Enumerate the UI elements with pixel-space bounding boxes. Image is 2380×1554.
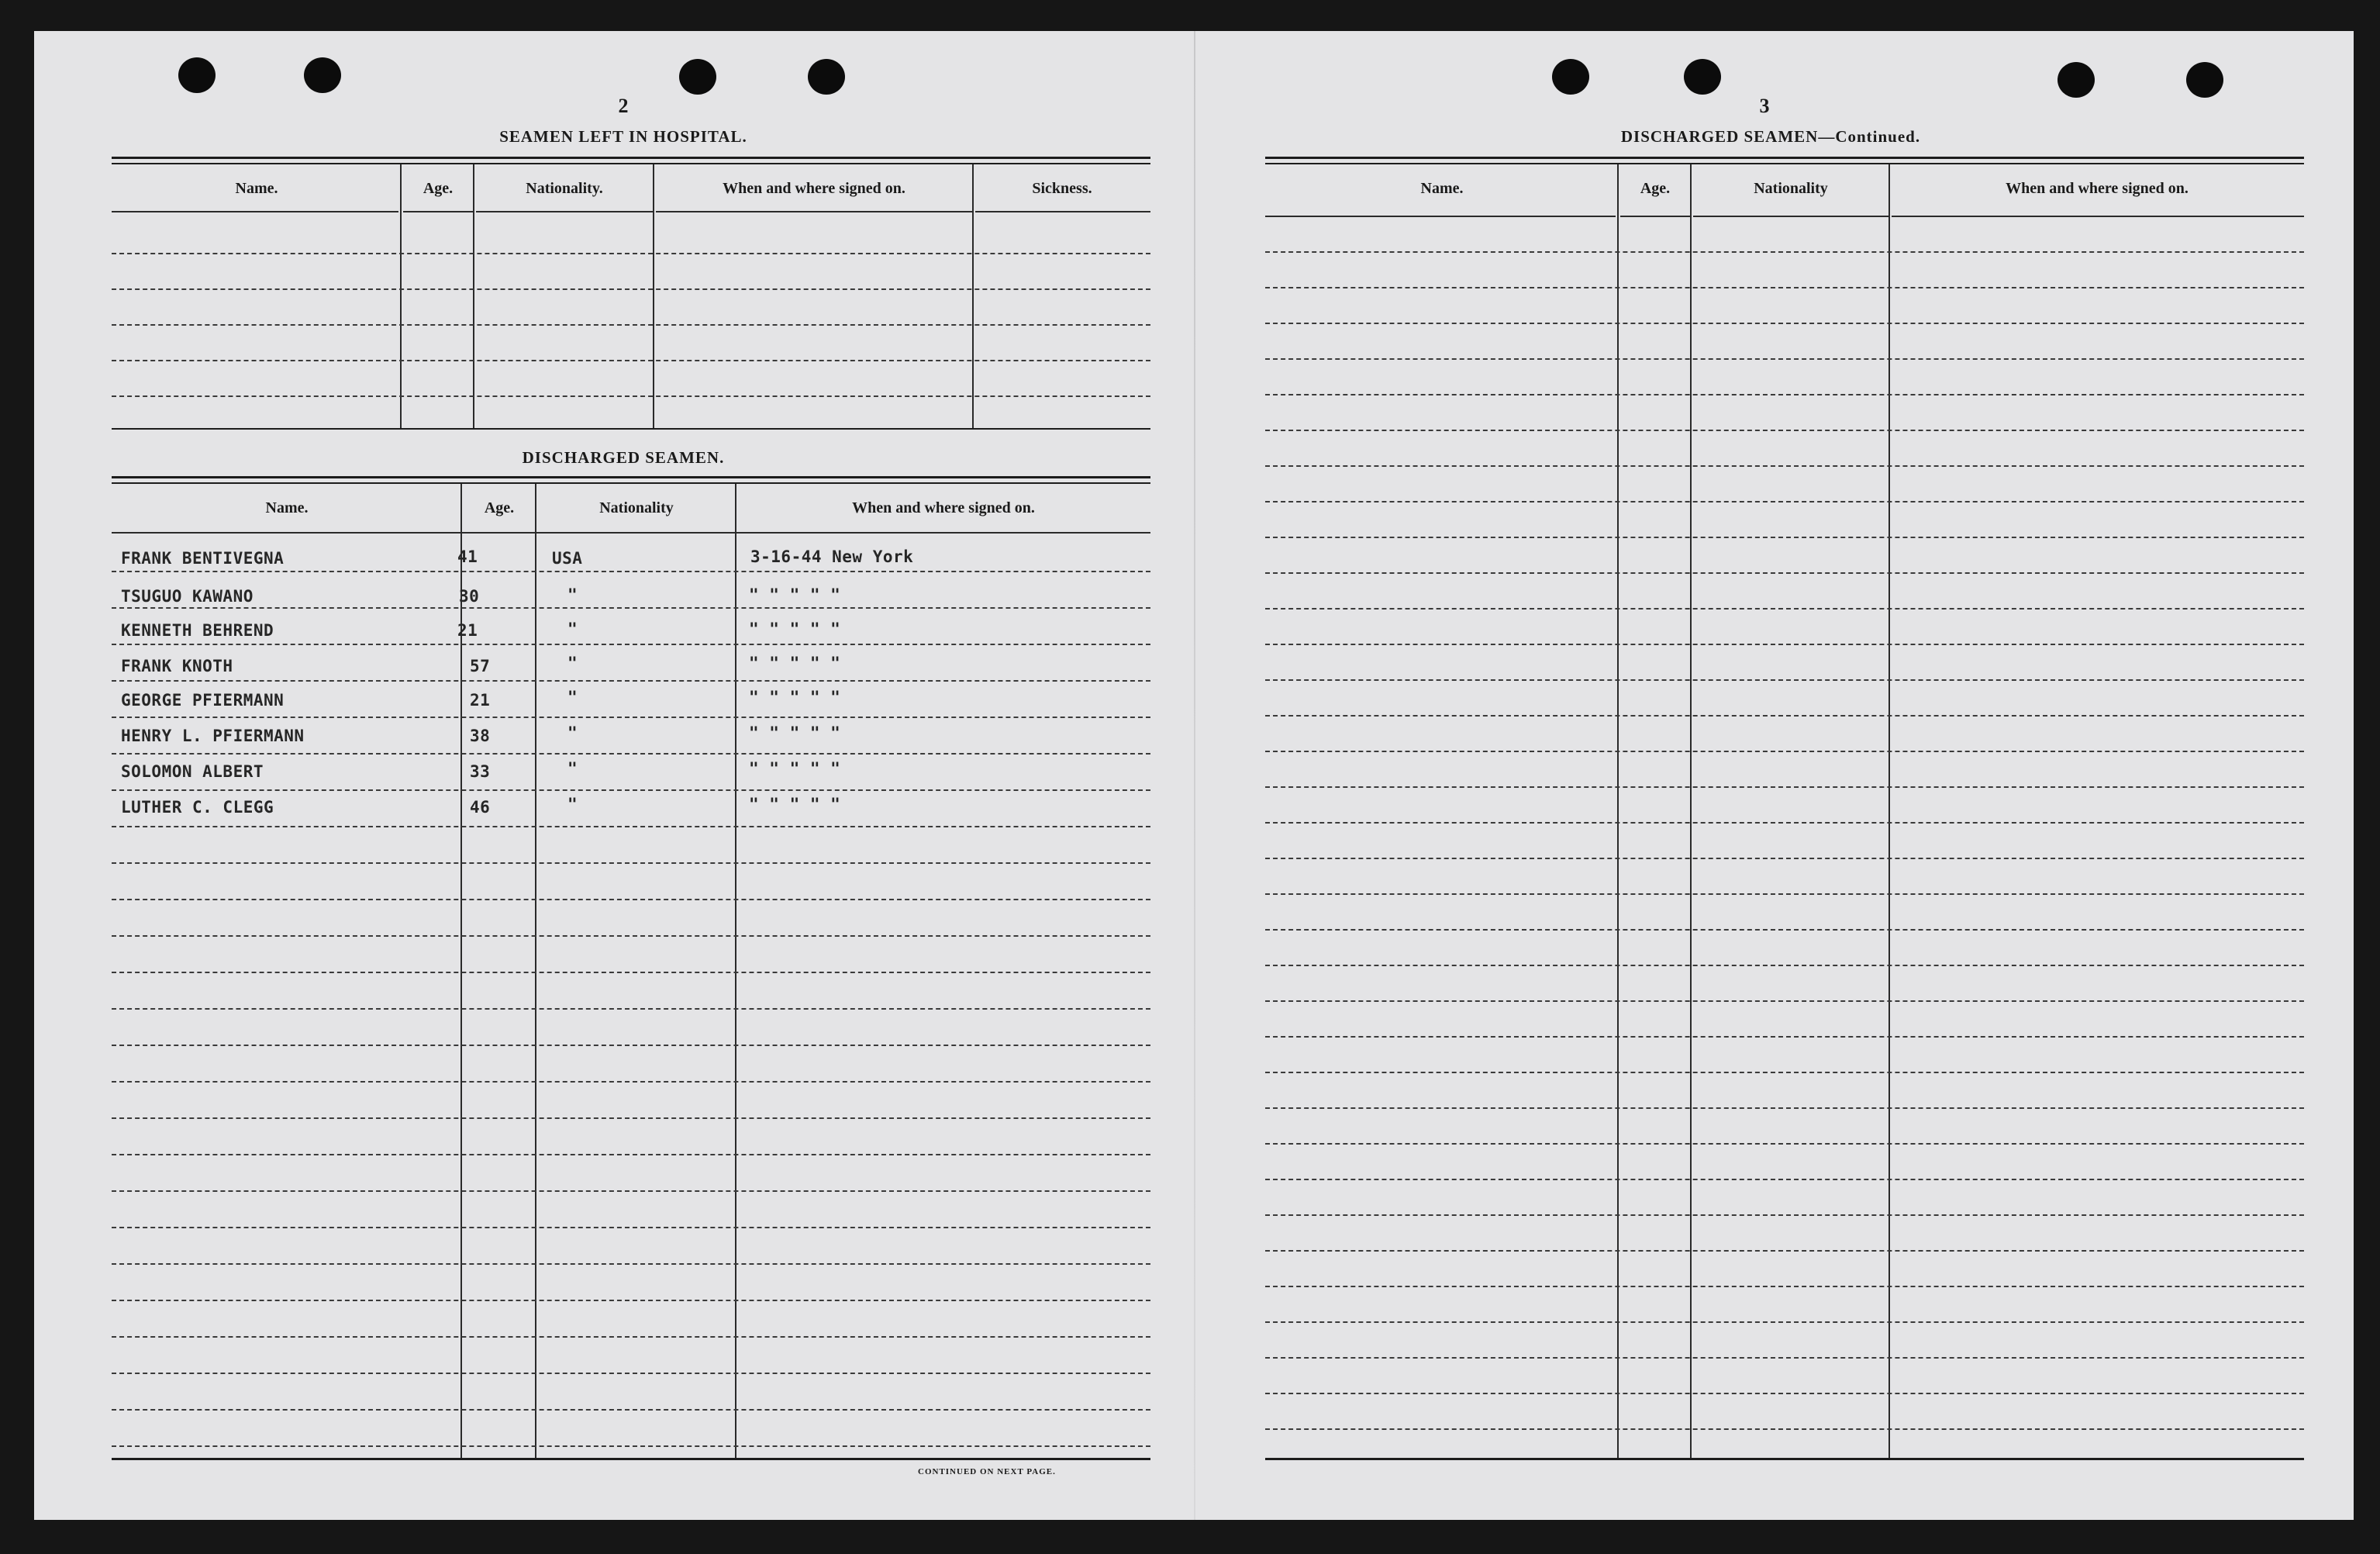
- hospital-row-line: [112, 360, 1150, 361]
- seaman-signed-on: " " " " ": [749, 585, 841, 604]
- right-row-line: [1265, 644, 2304, 645]
- punch-hole: [2057, 62, 2095, 98]
- discharged-col-name: Name.: [265, 499, 309, 516]
- right-row-line: [1265, 1321, 2304, 1323]
- seaman-nationality: ": [567, 688, 578, 706]
- discharged-row-line: [112, 753, 1150, 755]
- discharged-col-age: Age.: [484, 499, 515, 516]
- seaman-name: TSUGUO KAWANO: [121, 587, 254, 606]
- seaman-name: GEORGE PFIERMANN: [121, 691, 285, 710]
- discharged-header-underline: [112, 532, 1150, 534]
- punch-hole: [1684, 59, 1721, 95]
- hospital-bottom-rule: [112, 428, 1150, 430]
- right-header-underline: [1265, 216, 1616, 217]
- page-number-left: 2: [618, 95, 629, 117]
- discharged-row-line: [112, 935, 1150, 937]
- hospital-col-divider: [400, 164, 402, 428]
- right-row-line: [1265, 394, 2304, 395]
- discharged-row-line: [112, 1300, 1150, 1301]
- discharged-row-line: [112, 1081, 1150, 1083]
- seaman-nationality: ": [567, 654, 578, 672]
- hospital-header-underline: [975, 211, 1150, 212]
- right-col-name: Name.: [1420, 180, 1464, 197]
- discharged-row-line: [112, 1190, 1150, 1192]
- right-col-nationality: Nationality: [1754, 180, 1828, 197]
- right-row-line: [1265, 608, 2304, 610]
- discharged-row-line: [112, 680, 1150, 682]
- discharged-top-rule-2: [112, 482, 1150, 484]
- discharged-row-line: [112, 571, 1150, 572]
- right-row-line: [1265, 1250, 2304, 1252]
- discharged-bottom-rule: [112, 1458, 1150, 1460]
- discharged-row-line: [112, 1409, 1150, 1411]
- seaman-nationality: ": [567, 723, 578, 742]
- seaman-signed-on: " " " " ": [749, 795, 841, 813]
- hospital-col-signed-on: When and where signed on.: [723, 180, 905, 197]
- hospital-header-underline: [112, 211, 398, 212]
- hospital-col-sickness: Sickness.: [1032, 180, 1092, 197]
- discharged-row-line: [112, 1373, 1150, 1374]
- seaman-name: LUTHER C. CLEGG: [121, 798, 274, 817]
- right-top-rule: [1265, 157, 2304, 159]
- hospital-top-rule-2: [112, 163, 1150, 164]
- seaman-signed-on: " " " " ": [749, 688, 841, 706]
- discharged-row-line: [112, 1336, 1150, 1338]
- hospital-col-divider: [473, 164, 474, 428]
- discharged-row-line: [112, 1117, 1150, 1119]
- discharged-row-line: [112, 1445, 1150, 1447]
- discharged-row-line: [112, 1227, 1150, 1228]
- hospital-col-nationality: Nationality.: [526, 180, 603, 197]
- hospital-col-divider: [972, 164, 974, 428]
- right-row-line: [1265, 715, 2304, 717]
- right-header-underline: [1892, 216, 2304, 217]
- seaman-age: 46: [470, 798, 491, 817]
- right-row-line: [1265, 1036, 2304, 1038]
- page-number-right: 3: [1759, 95, 1770, 117]
- right-row-line: [1265, 1393, 2304, 1394]
- right-row-line: [1265, 858, 2304, 859]
- discharged-top-rule: [112, 476, 1150, 478]
- hospital-row-line: [112, 288, 1150, 290]
- hospital-header-underline: [403, 211, 473, 212]
- right-row-line: [1265, 1072, 2304, 1073]
- seaman-signed-on: " " " " ": [749, 759, 841, 778]
- discharged-row-line: [112, 899, 1150, 900]
- discharged-row-line: [112, 862, 1150, 864]
- seaman-nationality: ": [567, 795, 578, 813]
- seaman-name: FRANK BENTIVEGNA: [121, 549, 285, 568]
- discharged-col-divider: [535, 484, 536, 1458]
- right-col-age: Age.: [1640, 180, 1671, 197]
- hospital-row-line: [112, 253, 1150, 254]
- punch-hole: [304, 57, 341, 93]
- discharged-row-line: [112, 607, 1150, 609]
- right-row-line: [1265, 1286, 2304, 1287]
- hospital-row-line: [112, 324, 1150, 326]
- right-row-line: [1265, 287, 2304, 288]
- hospital-header-underline: [476, 211, 653, 212]
- seaman-name: HENRY L. PFIERMANN: [121, 727, 305, 745]
- continued-next-page-note: CONTINUED ON NEXT PAGE.: [918, 1467, 1056, 1476]
- hospital-col-divider: [653, 164, 654, 428]
- punch-hole: [178, 57, 216, 93]
- seaman-signed-on: " " " " ": [749, 654, 841, 672]
- discharged-row-line: [112, 789, 1150, 791]
- right-section-title: DISCHARGED SEAMEN—Continued.: [1620, 127, 1921, 146]
- seaman-signed-on: " " " " ": [749, 620, 841, 638]
- right-row-line: [1265, 1179, 2304, 1180]
- right-row-line: [1265, 572, 2304, 574]
- right-header-underline: [1620, 216, 1690, 217]
- right-row-line: [1265, 323, 2304, 324]
- seaman-age: 38: [470, 727, 491, 745]
- hospital-section-title: SEAMEN LEFT IN HOSPITAL.: [499, 127, 747, 146]
- right-row-line: [1265, 1214, 2304, 1216]
- right-row-line: [1265, 751, 2304, 752]
- punch-hole: [679, 59, 716, 95]
- seaman-nationality: ": [567, 585, 578, 604]
- right-row-line: [1265, 1107, 2304, 1109]
- hospital-col-name: Name.: [235, 180, 278, 197]
- document-sheet: [34, 31, 2354, 1520]
- right-row-line: [1265, 251, 2304, 253]
- right-row-line: [1265, 430, 2304, 431]
- discharged-row-line: [112, 1045, 1150, 1046]
- hospital-header-underline: [656, 211, 972, 212]
- seaman-nationality: ": [567, 620, 578, 638]
- right-row-line: [1265, 822, 2304, 824]
- right-top-rule-2: [1265, 163, 2304, 164]
- seaman-age: 41: [457, 547, 478, 566]
- discharged-section-title: DISCHARGED SEAMEN.: [522, 448, 725, 467]
- right-row-line: [1265, 679, 2304, 681]
- right-col-signed-on: When and where signed on.: [2006, 180, 2189, 197]
- right-row-line: [1265, 893, 2304, 895]
- discharged-col-signed-on: When and where signed on.: [852, 499, 1035, 516]
- right-row-line: [1265, 1000, 2304, 1002]
- discharged-row-line: [112, 826, 1150, 827]
- punch-hole: [2186, 62, 2223, 98]
- hospital-row-line: [112, 395, 1150, 397]
- discharged-row-line: [112, 717, 1150, 718]
- right-row-line: [1265, 1428, 2304, 1430]
- right-row-line: [1265, 786, 2304, 788]
- right-row-line: [1265, 465, 2304, 467]
- hospital-col-age: Age.: [423, 180, 454, 197]
- discharged-row-line: [112, 1008, 1150, 1010]
- discharged-row-line: [112, 644, 1150, 645]
- right-row-line: [1265, 358, 2304, 360]
- discharged-col-divider: [735, 484, 736, 1458]
- seaman-nationality: USA: [552, 549, 583, 568]
- seaman-age: 30: [459, 587, 480, 606]
- discharged-row-line: [112, 972, 1150, 973]
- right-row-line: [1265, 965, 2304, 966]
- discharged-row-line: [112, 1263, 1150, 1265]
- seaman-age: 21: [470, 691, 491, 710]
- seaman-age: 33: [470, 762, 491, 781]
- right-row-line: [1265, 1143, 2304, 1145]
- discharged-col-nationality: Nationality: [599, 499, 674, 516]
- seaman-name: SOLOMON ALBERT: [121, 762, 264, 781]
- punch-hole: [808, 59, 845, 95]
- page-fold: [1194, 31, 1195, 1520]
- right-row-line: [1265, 501, 2304, 502]
- seaman-name: KENNETH BEHREND: [121, 621, 274, 640]
- right-row-line: [1265, 929, 2304, 931]
- punch-hole: [1552, 59, 1589, 95]
- seaman-name: FRANK KNOTH: [121, 657, 233, 675]
- seaman-age: 21: [457, 621, 478, 640]
- discharged-row-line: [112, 1154, 1150, 1155]
- hospital-top-rule: [112, 157, 1150, 159]
- seaman-nationality: ": [567, 759, 578, 778]
- seaman-age: 57: [470, 657, 491, 675]
- seaman-signed-on: " " " " ": [749, 723, 841, 742]
- right-header-underline: [1693, 216, 1888, 217]
- right-row-line: [1265, 537, 2304, 538]
- right-bottom-rule: [1265, 1458, 2304, 1460]
- right-row-line: [1265, 1357, 2304, 1359]
- seaman-signed-on: 3-16-44 New York: [750, 547, 914, 566]
